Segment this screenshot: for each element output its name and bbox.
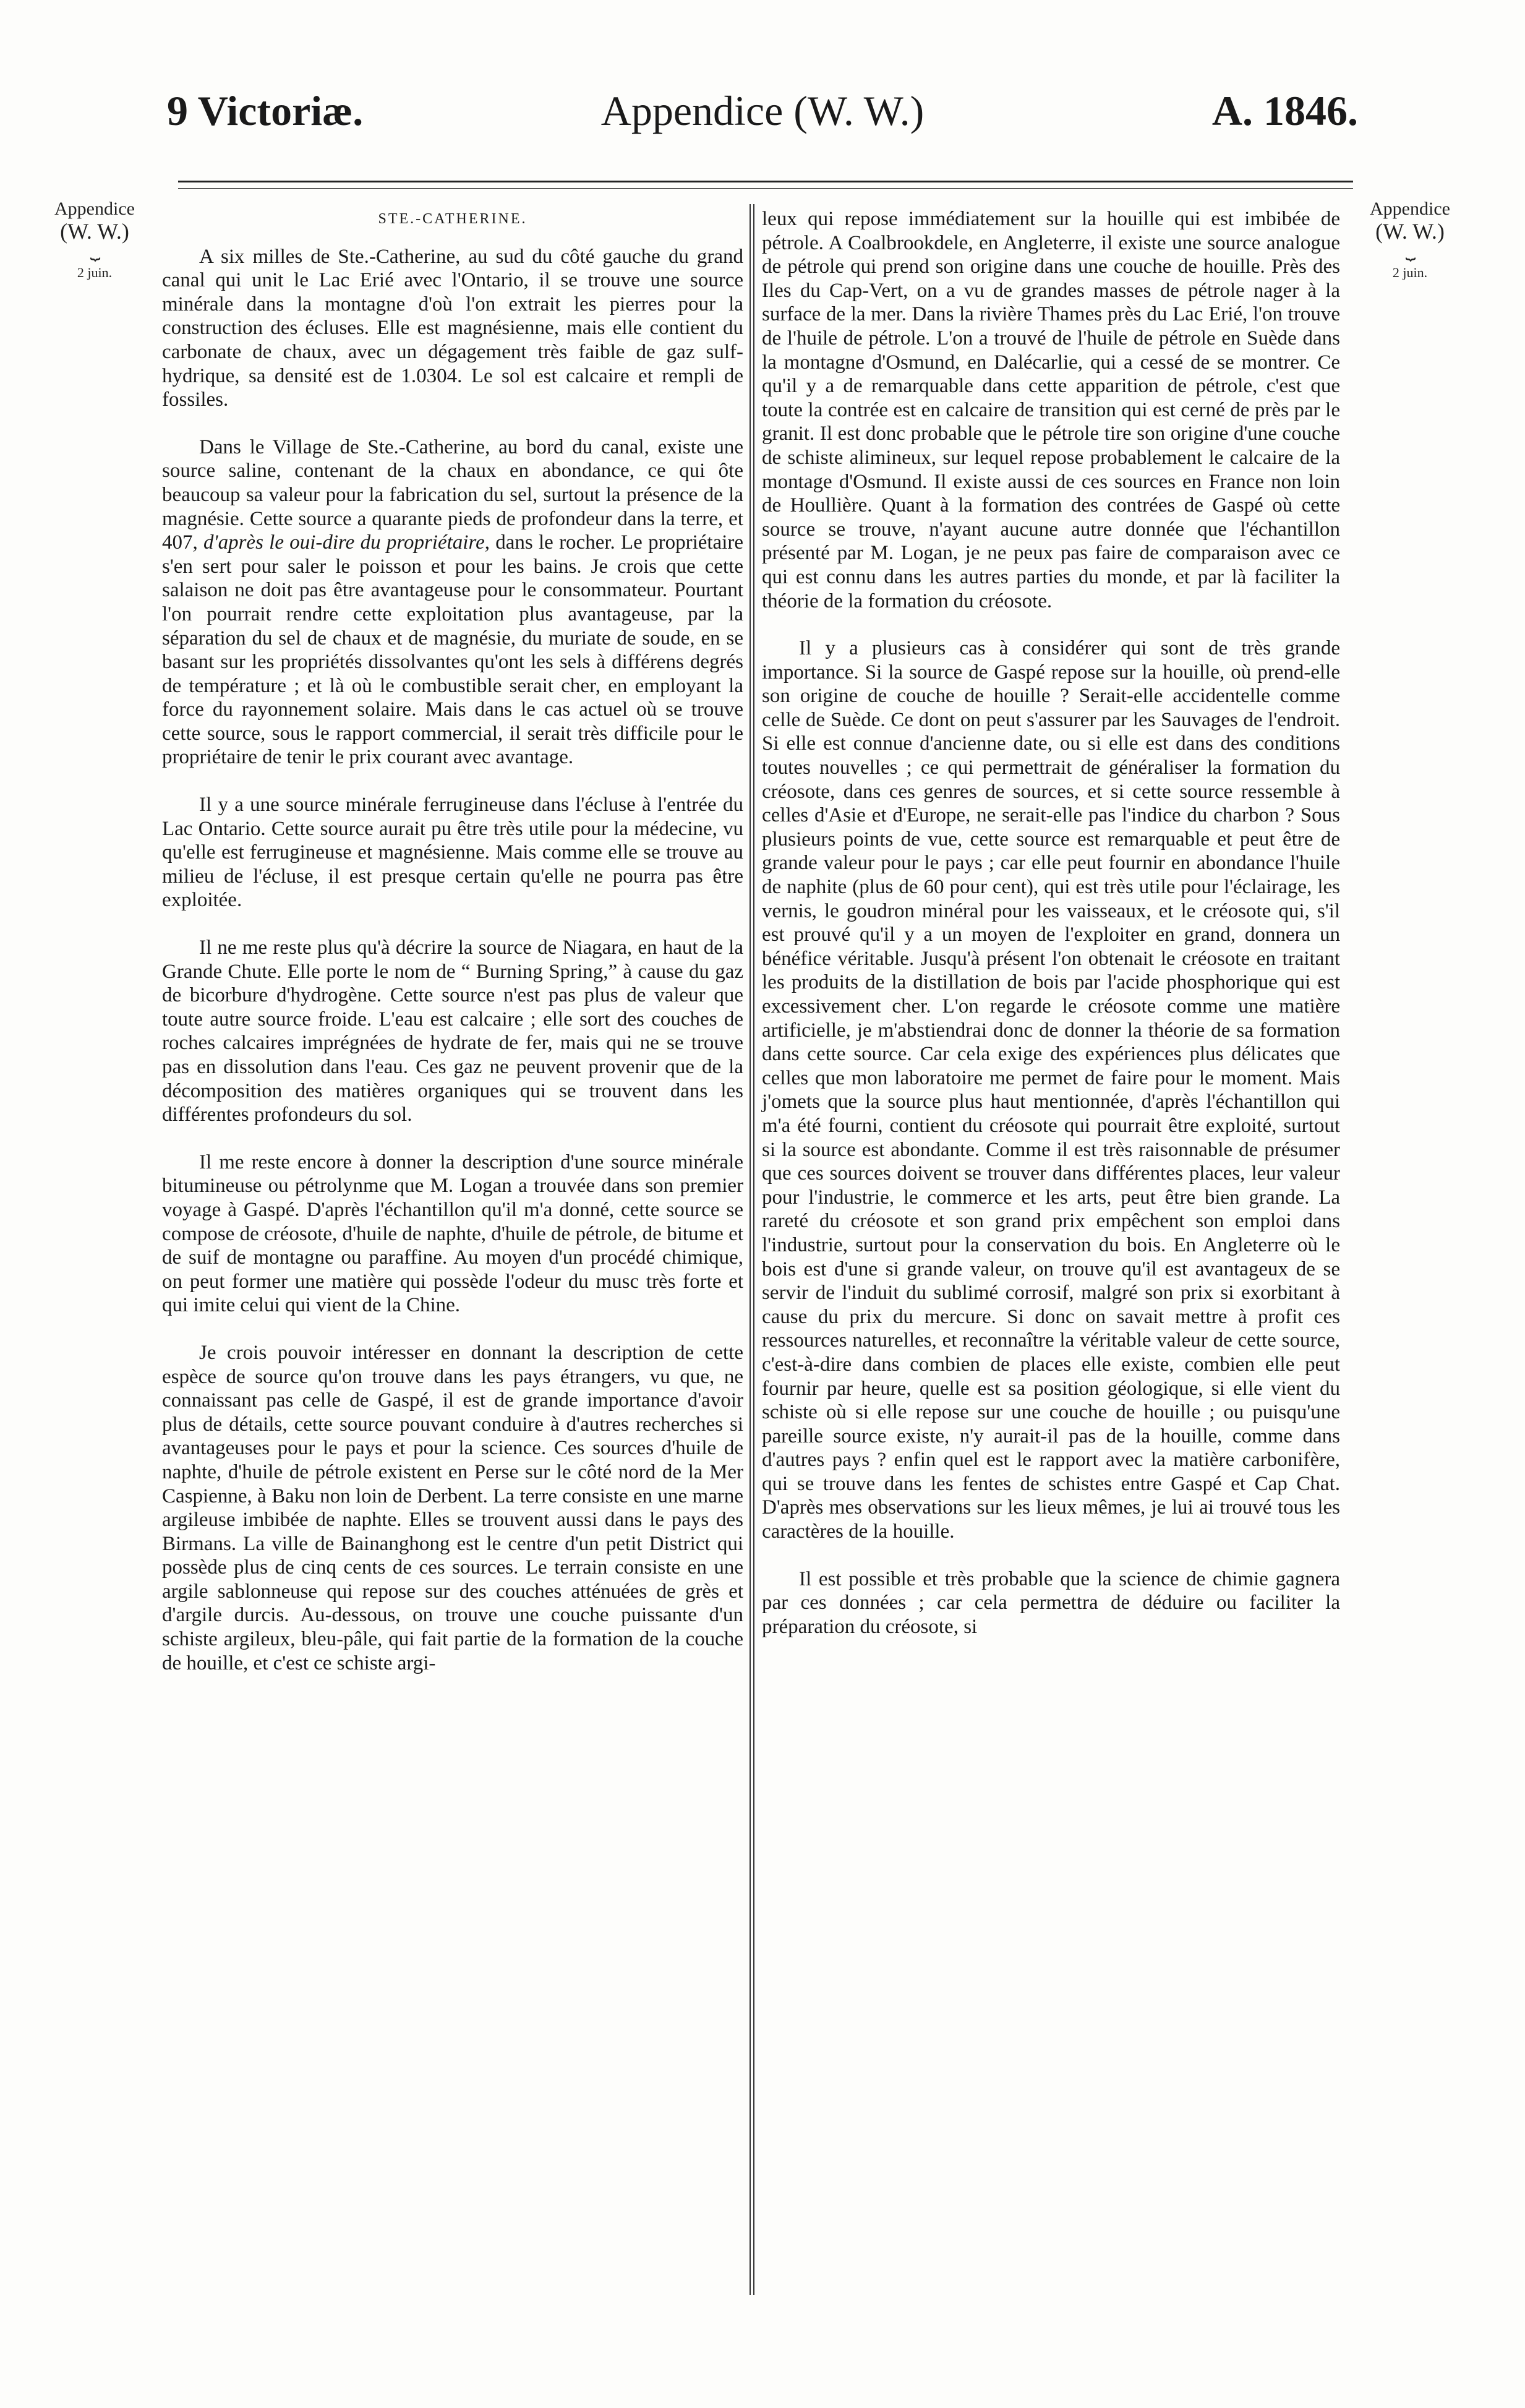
section-title: STE.-CATHERINE.	[378, 211, 528, 227]
margin-note-left-date: 2 juin.	[77, 265, 113, 280]
margin-note-left-line2: (W. W.)	[60, 219, 129, 244]
header-rule-bottom	[178, 188, 1353, 189]
paragraph: leux qui repose immédiatement sur la houille qui est imbibée de pétrole. A Coalbrookdele, en Angleterre, il existe une source analogue de pétrole qui prend son origine dans une couche de houille. Près des Iles du Cap-Vert, on a vu de grandes masses de pétrole nager à la surface de la mer. Dans la rivière Thames près du Lac Erié, l'on trouve de l'huile de pétrole. L'on a trouvé de l'huile de pétrole en Suède dans la montagne d'Osmund, en Dalécarlie, qui a cessé de se montrer. Ce qu'il y a de remarquable dans cette apparition de pétrole, c'est que toute la contrée est en calcaire de transition qui est cerné de près par le granit. Il est donc probable que le pétrole tire son origine d'une couche de schiste alimineux, sur lequel repose probablement le calcaire de la montage d'Osmund. Il existe aussi de ces sources en France non loin de Houllière. Quant à la formation des contrées de Gaspé où cette source se trouve, n'ayant aucune autre donnée que l'échantillon présenté par M. Logan, je ne peux pas faire de comparaison avec ce qui est connu dans les autres parties du monde, et par là faciliter la théorie de la formation du créosote.	[762, 208, 1340, 612]
paragraph: Il y a une source minérale ferrugineuse dans l'écluse à l'entrée du Lac Ontario. Cette source aurait pu être très utile pour la médecine, vu qu'elle est ferrugineuse et magnésienne. Mais comme elle se trouve au milieu de l'écluse, il est presque certain qu'elle ne pourra pas être exploitée.	[162, 794, 743, 912]
header-title: Appendice (W. W.)	[600, 87, 925, 134]
paragraph: Il est possible et très probable que la science de chimie gagnera par ces données ; car cela permettra de déduire ou faciliter la préparation du créosote, si	[762, 1567, 1340, 1638]
margin-note-left	[36, 199, 153, 281]
margin-note-right-line1: Appendice	[1370, 199, 1450, 219]
paragraph: Il ne me reste plus qu'à décrire la source de Niagara, en haut de la Grande Chute. Elle porte le nom de “ Burning Spring,” à cause du gaz de bicorbure d'hydrogène. Cette source n'est pas plus de valeur que toute autre source froide. L'eau est calcaire ; elle sort des couches de roches calcaires imprégnées de hydrate de fer, mais qui ne se trouve pas en dissolution dans l'eau. Ces gaz ne peuvent provenir que de la décomposition des matières organiques qui se trouvent dans les différentes profondeurs du sol.	[162, 936, 743, 1126]
margin-note-left-line1: Appendice	[54, 199, 135, 219]
column-divider-inner	[753, 204, 754, 2295]
margin-note-right-date: 2 juin.	[1392, 265, 1428, 280]
column-divider	[750, 204, 751, 2295]
page-header	[167, 87, 1358, 155]
header-year: A. 1846.	[1211, 87, 1358, 134]
paragraph: Il y a plusieurs cas à considérer qui sont de très grande importance. Si la source de Gaspé repose sur la houille, où prend-elle son origine de couche de houille ? Serait-elle accidentelle comme celle de Suède. Ce dont on peut s'assurer par les Sauvages de l'endroit. Si elle est connue d'ancienne date, ou si elle est dans des conditions toutes nouvelles ; ce qui permettrait de généraliser la formation du créosote, dans ces genres de sources, et si cette source ressemble à celles d'Asie et d'Europe, ne serait-elle pas l'indice du charbon ? Sous plusieurs points de vue, cette source est remarquable et peut être de grande valeur pour le pays ; car elle peut fournir en abondance l'huile de naphite (plus de 60 pour cent), qui est très utile pour l'éclairage, les vernis, le goudron minéral pour les vaisseaux, et le créosote qui, s'il est prouvé qu'il y a un moyen de l'exploiter en grand, donnera un bénéfice véritable. Jusqu'à présent l'on obtenait le créosote en traitant les produits de la distillation de bois par l'acide phosphorique qui est excessivement cher. L'on regarde le créosote comme une matière artificielle, je m'abstiendrai donc de donner la théorie de sa formation dans cette source. Car cela exige des expériences plus délicates que celles que mon laboratoire me permet de faire pour le moment. Mais j'omets que la source plus haut mentionnée, d'après l'échantillon qui m'a été fourni, contient du créosote qui pourrait être exploité, surtout si la source est abondante. Comme il est très raisonnable de présumer que ces sources doivent se trouver dans différentes places, leur valeur pour l'industrie, le commerce et les arts, peut être bien grande. La rareté du créosote et son grand prix empêchent son emploi dans l'industrie, surtout pour la conservation du bois. En Angleterre où le bois est d'une si grande valeur, on trouve qu'il est avantageux de se servir de l'induit du sublimé corrosif, malgré son prix si exorbitant à cause du prix du mercure. Si donc on savait mettre à profit ces ressources naturelles, et reconnaître la véritable valeur de cette source, c'est-à-dire dans combien de places elle existe, combien elle peut fournir par heure, quelle est sa position géologique, si elle vient du schiste où si elle repose sur une couche de houille ; ou puisqu'une pareille source existe, n'y aurait-il pas de la houille, comme dans d'autres pays ? enfin quel est le rapport avec la matière carbonifère, qui se trouve dans les fentes de schistes entre Gaspé et Cap Chat. D'après mes observations sur les lieux mêmes, je lui ai trouvé tous les caractères de la houille.	[762, 637, 1340, 1543]
paragraph: A six milles de Ste.-Catherine, au sud du côté gauche du grand canal qui unit le Lac Erié avec l'Ontario, il se trouve une source minérale dans la montagne d'où l'on extrait les pierres pour la construction des écluses. Elle est magnésienne, mais elle contient du carbonate de chaux, avec un dégagement très faible de gaz sulf-hydrique, sa densité est de 1.0304. Le sol est calcaire et rempli de fossiles.	[162, 245, 743, 411]
right-column	[762, 207, 1340, 1662]
margin-brace-right: ⏟	[1405, 241, 1415, 260]
margin-note-right	[1351, 199, 1469, 281]
header-rule-top	[178, 181, 1353, 182]
paragraph: Je crois pouvoir intéresser en donnant la description de cette espèce de source qu'on trouve dans les pays étrangers, vu que, ne connaissant pas celle de Gaspé, il est de grande importance d'avoir plus de détails, cette source pouvant conduire à d'autres recherches si avantageuses pour le pays et pour la science. Ces sources d'huile de naphte, d'huile de pétrole existent en Perse sur le côté nord de la Mer Caspienne, à Baku non loin de Derbent. La terre consiste en une marne argileuse imbibée de naphte. Elles se trouvent aussi dans le pays des Birmans. La ville de Bainanghong est le centre d'un petit District qui possède plus de cinq cents de ces sources. Le terrain consiste en une argile sablonneuse qui repose sur des couches atténuées de grès et d'argile durcis. Au-dessous, on trouve une couche puissante d'un schiste argileux, bleu-pâle, qui fait partie de la formation de la couche de houille, et c'est ce schiste argi-	[162, 1341, 743, 1674]
paragraph: Il me reste encore à donner la description d'une source minérale bitumineuse ou pétrolynme que M. Logan a trouvée dans son premier voyage à Gaspé. D'après l'échantillon qu'il m'a donné, cette source se compose de créosote, d'huile de naphte, d'huile de pétrole, de bitume et de suif de montagne ou paraffine. Au moyen d'un procédé chimique, on peut former une matière qui possède l'odeur du musc très forte et qui imite celui qui vient de la Chine.	[162, 1150, 743, 1317]
margin-brace-left: ⏟	[90, 241, 100, 260]
header-session: 9 Victoriæ.	[167, 87, 364, 134]
margin-note-right-line2: (W. W.)	[1375, 219, 1445, 244]
left-column	[162, 207, 743, 1699]
italic-quote: d'après le oui-dire du propriétaire	[203, 531, 485, 554]
paragraph: Dans le Village de Ste.-Catherine, au bord du canal, existe une source saline, contenant de la chaux en abondance, ce qui ôte beaucoup sa valeur pour la fabrication du sel, surtout la présence de la magnésie. Cette source a quarante pieds de profondeur dans la terre, et 407, d'après le oui-dire du propriétaire, dans le rocher. Le propriétaire s'en sert pour saler le poisson et pour les bains. Je crois que cette salaison ne doit pas être avantageuse pour le consommateur. Pourtant l'on pourrait rendre cette exploitation plus avantageuse, par la séparation du sel de chaux et de magnésie, du muriate de soude, en se basant sur les propriétés dissolvantes qu'ont les sels à différens degrés de température ; et là où le combustible serait cher, en employant la force du rayonnement solaire. Mais dans le cas actuel où se trouve cette source, sous le rapport commercial, il serait très difficile pour le propriétaire de tenir le prix courant avec avantage.	[162, 435, 743, 769]
